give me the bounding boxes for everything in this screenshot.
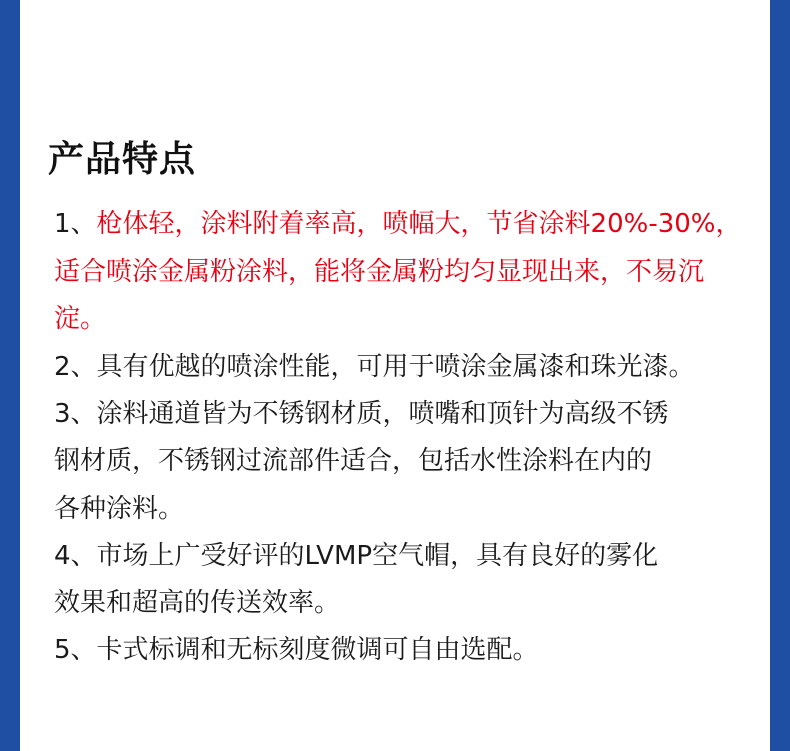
feature-2-line-1	[54, 351, 695, 383]
feature-4-text-1: 市场上广受好评的LVMP空气帽，具有良好的雾化	[96, 541, 659, 571]
feature-3-line-2: 钢材质，不锈钢过流部件适合，包括水性涂料在内的	[54, 446, 653, 476]
feature-1-line-2: 适合喷涂金属粉涂料，能将金属粉均匀显现出来，不易沉	[54, 257, 705, 287]
left-border	[0, 0, 20, 751]
feature-3-line-3: 各种涂料。	[54, 494, 185, 524]
feature-1-text-1: 枪体轻，涂料附着率高，喷幅大，节省涂料20%-30%，	[96, 209, 742, 239]
feature-1-number: 1、	[54, 209, 97, 239]
feature-2-text-1: 具有优越的喷涂性能，可用于喷涂金属漆和珠光漆。	[96, 352, 695, 382]
feature-panel	[20, 0, 770, 751]
feature-1-line-1	[54, 208, 742, 240]
right-border	[770, 0, 790, 751]
section-heading: 产品特点	[48, 139, 197, 180]
feature-5-text-1: 卡式标调和无标刻度微调可自由选配。	[96, 635, 539, 665]
feature-3-text-1: 涂料通道皆为不锈钢材质，喷嘴和顶针为高级不锈	[96, 399, 669, 429]
feature-2-number: 2、	[54, 352, 97, 382]
feature-4-line-1	[54, 540, 658, 572]
feature-5-line-1	[54, 634, 539, 666]
feature-1-line-3: 淀。	[54, 304, 107, 334]
feature-4-line-2: 效果和超高的传送效率。	[54, 588, 341, 618]
feature-4-number: 4、	[54, 541, 97, 571]
feature-5-number: 5、	[54, 635, 97, 665]
feature-3-number: 3、	[54, 399, 97, 429]
feature-3-line-1	[54, 398, 669, 430]
